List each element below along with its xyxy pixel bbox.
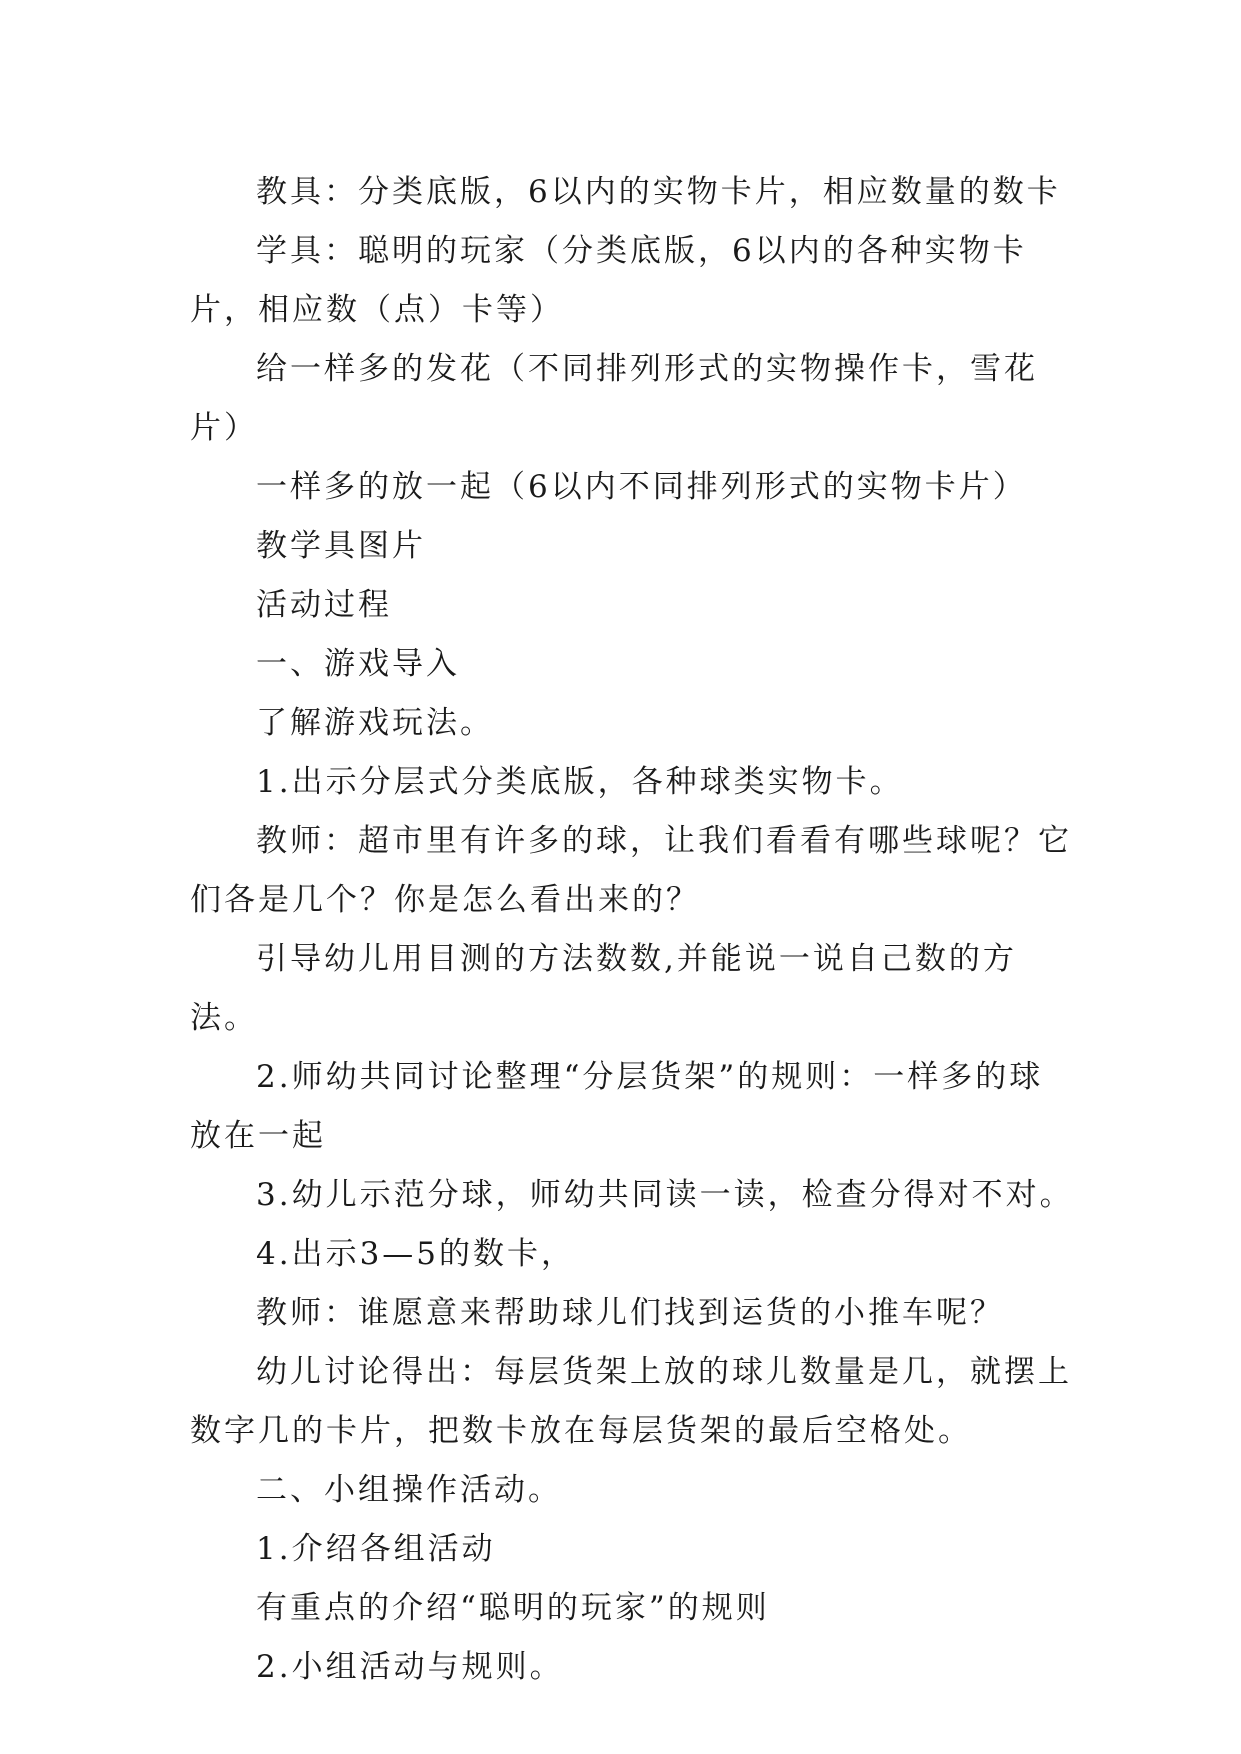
section-heading-activity-process: 活动过程 — [256, 587, 392, 623]
paragraph-learning-aids: 学具：聪明的玩家（分类底版，6以内的各种实物卡片，相应数（点）卡等） — [190, 233, 1027, 328]
list-item-1: 1.出示分层式分类底版，各种球类实物卡。 — [256, 764, 904, 800]
paragraph-guide-counting: 引导幼儿用目测的方法数数,并能说一说自己数的方法。 — [190, 941, 1017, 1036]
list-item-2: 2.师幼共同讨论整理“分层货架”的规则：一样多的球放在一起 — [190, 1059, 1044, 1154]
paragraph-player-rules: 有重点的介绍“聪明的玩家”的规则 — [256, 1590, 770, 1626]
paragraph-flower-game: 给一样多的发花（不同排列形式的实物操作卡，雪花片） — [190, 351, 1038, 446]
paragraph-teaching-aids: 教具：分类底版，6以内的实物卡片，相应数量的数卡 — [256, 174, 1061, 210]
list-item-group-intro: 1.介绍各组活动 — [256, 1531, 496, 1567]
paragraph-teacher-cart: 教师：谁愿意来帮助球儿们找到运货的小推车呢？ — [256, 1295, 1004, 1331]
document-body — [190, 163, 1075, 1697]
section-heading-game-intro: 一、游戏导入 — [256, 646, 460, 682]
paragraph-game-rules: 了解游戏玩法。 — [256, 705, 494, 741]
paragraph-children-conclusion: 幼儿讨论得出：每层货架上放的球儿数量是几，就摆上数字几的卡片，把数卡放在每层货架的最后空格处。 — [190, 1354, 1072, 1449]
list-item-3: 3.幼儿示范分球，师幼共同读一读，检查分得对不对。 — [256, 1177, 1074, 1213]
paragraph-aids-pictures: 教学具图片 — [256, 528, 426, 564]
paragraph-same-amount-game: 一样多的放一起（6以内不同排列形式的实物卡片） — [256, 469, 1027, 505]
list-item-group-rules: 2.小组活动与规则。 — [256, 1649, 564, 1685]
list-item-4: 4.出示3—5的数卡， — [256, 1236, 576, 1272]
paragraph-teacher-question: 教师：超市里有许多的球，让我们看看有哪些球呢？它们各是几个？你是怎么看出来的？ — [190, 823, 1072, 918]
section-heading-group-activity: 二、小组操作活动。 — [256, 1472, 562, 1508]
